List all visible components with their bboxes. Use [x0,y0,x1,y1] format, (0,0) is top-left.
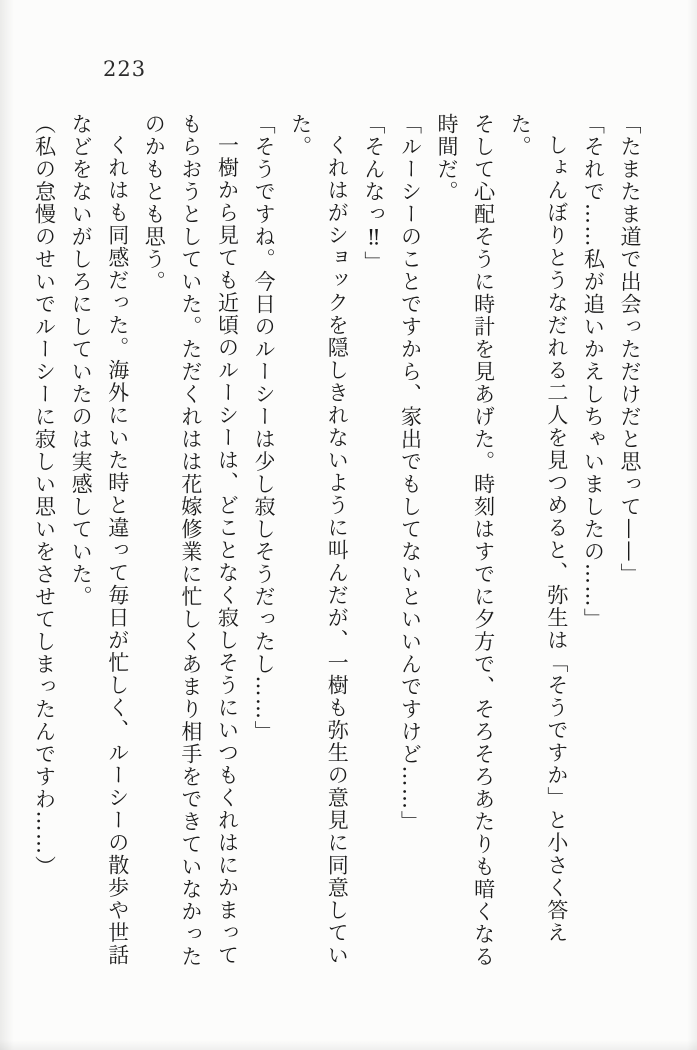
text-line: 一樹から見ても近頃のルーシーは、どことなく寂しそうにいつもくれはにかまって [215,134,240,967]
text-line: くれはがショックを隠しきれないように叫んだが、一樹も弥生の意見に同意してい [325,134,350,967]
text-line: （私の怠慢のせいでルーシーに寂しい思いをさせてしまったんですわ……） [32,113,57,878]
text-line: もらおうとしていた。ただくれはは花嫁修業に忙しくあまり相手をできていなかった [178,113,203,968]
text-line: のかもとも思う。 [142,113,167,293]
text-line: などをないがしろにしていたのは実感していた。 [69,113,94,608]
text-line: 「それで……私が追いかえしちゃいましたの……」 [581,113,606,631]
text-line: くれはも同感だった。海外にいた時と違って毎日が忙しく、ルーシーの散歩や世話 [105,134,130,967]
text-line: 「たまたま道で出会っただけだと思って——」 [618,113,642,586]
text-line: しょんぼりとうなだれる二人を見つめると、弥生は「そうですか」と小さく答えた。 [508,113,569,944]
text-line: 「そんなっ‼」 [361,113,386,274]
text-area [32,113,648,985]
text-line: 「そうですね。今日のルーシーは少し寂しそうだったし……」 [252,113,277,743]
page-number: 223 [103,57,147,81]
text-line: そして心配そうに時計を見あげた。時刻はすでに夕方で、そろそろあたりも暗くなる [471,113,496,968]
text-line: た。 [288,113,313,158]
text-line: 「ルーシーのことですから、家出でもしてないといいんですけど……」 [398,113,423,833]
text-line: 時間だ。 [435,113,460,203]
scan-edge-shadow [0,1040,697,1050]
